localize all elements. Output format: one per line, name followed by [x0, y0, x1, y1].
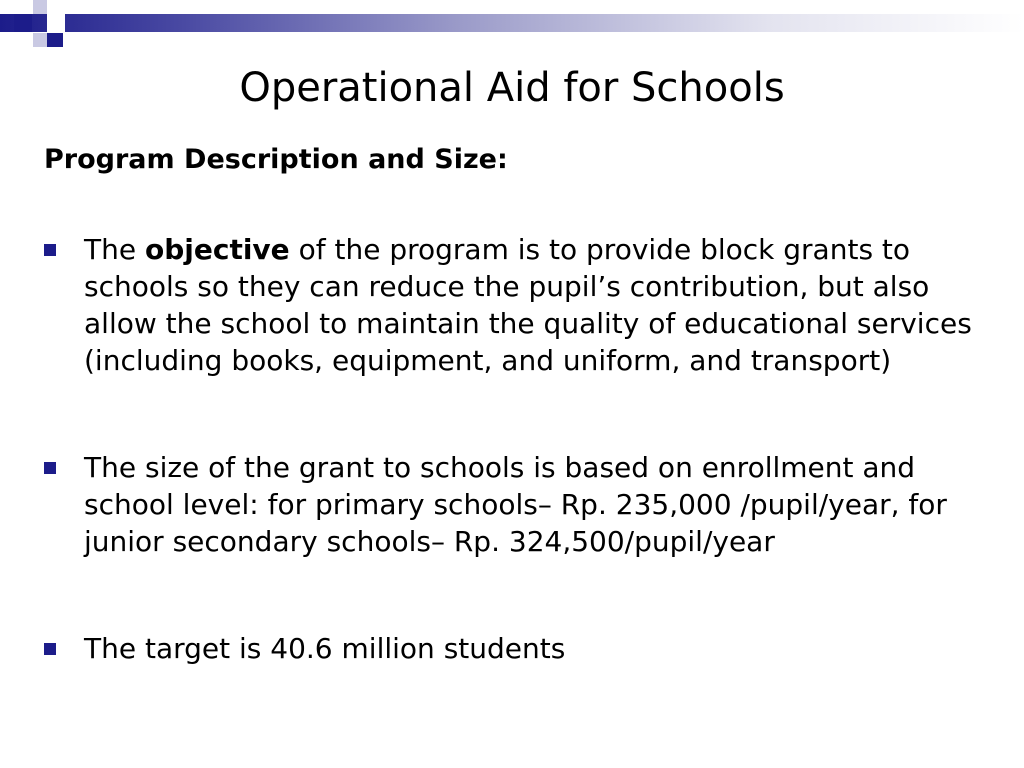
square-bullet-icon — [44, 244, 56, 256]
bullet-item-objective — [44, 231, 1004, 379]
bullet-text: The size of the grant to schools is based on enrollment and school level: for primary schools– Rp. 235,000 /pupil/year, for junior secondary schools– Rp. 324,500/pupil/year — [84, 451, 947, 558]
bullet-text-bold: objective — [144, 233, 290, 266]
bullet-text-pre: The — [84, 233, 145, 266]
decorative-square — [47, 33, 63, 47]
decorative-square — [62, 0, 76, 14]
decorative-square — [14, 14, 32, 32]
bullet-item-target — [44, 630, 1004, 667]
header-gradient-band — [0, 14, 1024, 32]
decorative-square — [33, 0, 47, 14]
bullet-text: The target is 40.6 million students — [84, 632, 566, 665]
bullet-item-grant-size — [44, 449, 1004, 560]
slide-title: Operational Aid for Schools — [239, 65, 785, 111]
bullet-list — [44, 231, 1004, 667]
decorative-square — [33, 33, 47, 47]
decorative-square — [47, 14, 65, 32]
slide-subtitle: Program Description and Size: — [44, 144, 508, 175]
square-bullet-icon — [44, 462, 56, 474]
square-bullet-icon — [44, 643, 56, 655]
bullet-text-post: of the program is to provide block grants to schools so they can reduce the pupil’s contribution, but also allow the school to maintain the quality of educational services (including books, equipment, and uniform, and transport) — [84, 233, 972, 377]
